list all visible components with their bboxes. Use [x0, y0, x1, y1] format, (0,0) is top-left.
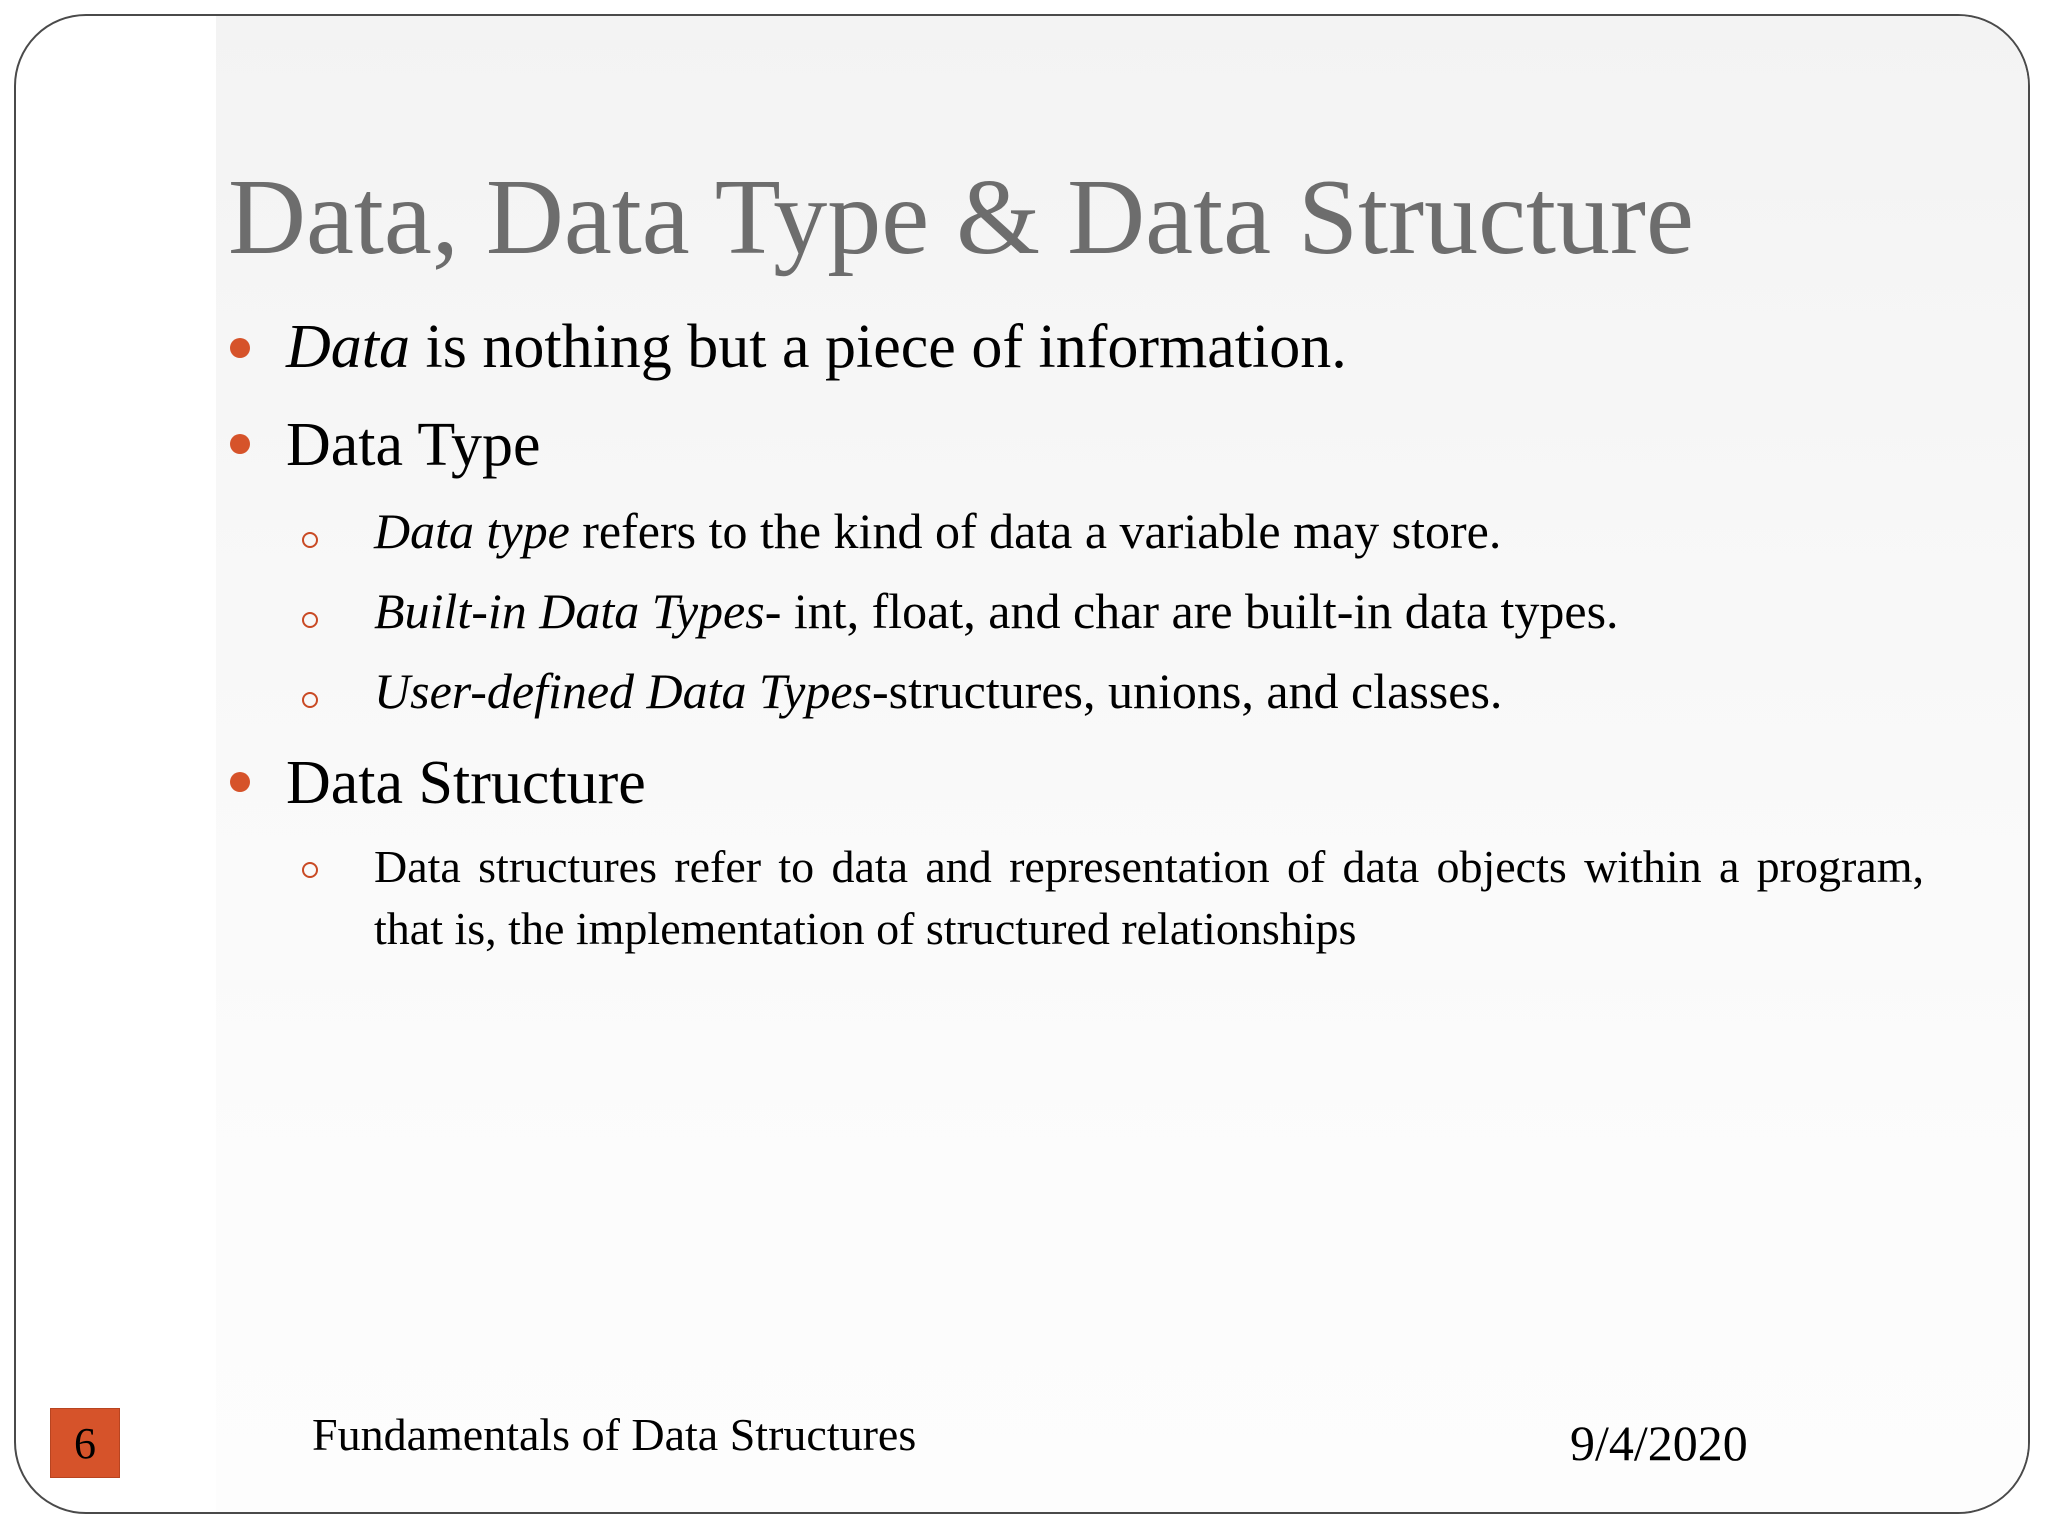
sub-bullet-circle-icon	[302, 532, 318, 548]
bullet-dot-icon	[230, 434, 250, 454]
sub-bullet-built-in	[374, 583, 1619, 639]
sub-bullet-data-type	[374, 503, 1502, 559]
sub-bullet-text: refers to the kind of data a variable may store.	[569, 503, 1502, 559]
footer-course-title: Fundamentals of Data Structures	[312, 1409, 917, 1460]
slide-title: Data, Data Type & Data Structure	[228, 158, 1694, 277]
sub-bullet-term: User-defined Data Types	[374, 663, 872, 719]
bullet-data-term: Data	[286, 313, 410, 381]
bullet-data-structure: Data Structure	[286, 749, 646, 817]
bullet-data-text: is nothing but a piece of information.	[410, 313, 1347, 381]
sub-bullet-user-defined	[374, 663, 1503, 719]
sub-bullet-circle-icon	[302, 692, 318, 708]
sub-bullet-text: -structures, unions, and classes.	[871, 663, 1503, 719]
sub-bullet-term: Built-in Data Types	[374, 583, 765, 639]
sub-bullet-circle-icon	[302, 612, 318, 628]
sub-bullet-term: Data type	[374, 503, 570, 559]
bullet-dot-icon	[230, 338, 250, 358]
sub-bullet-data-structure-definition: Data structures refer to data and representation of data objects within a program, that is, the implementation of structured relationships	[374, 841, 1924, 954]
footer-date: 9/4/2020	[1570, 1415, 1748, 1471]
bullet-data	[286, 313, 1347, 381]
bullet-data-type: Data Type	[286, 411, 541, 479]
bullet-dot-icon	[230, 772, 250, 792]
sub-bullet-circle-icon	[302, 862, 318, 878]
sub-bullet-text: - int, float, and char are built-in data types.	[764, 583, 1619, 639]
page-number: 6	[50, 1408, 120, 1478]
